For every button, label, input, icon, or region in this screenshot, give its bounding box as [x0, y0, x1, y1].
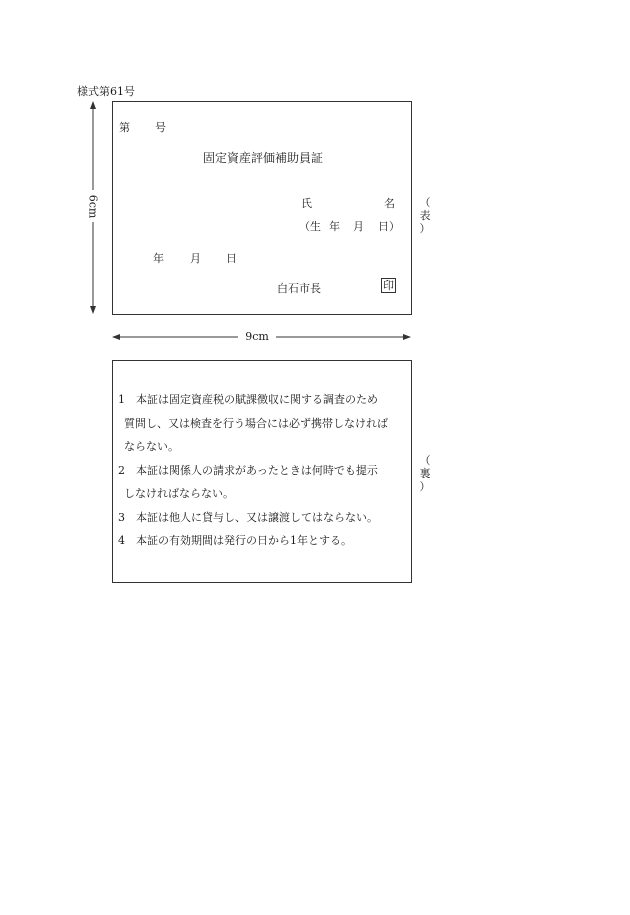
- issue-day: 日: [226, 252, 237, 265]
- note-text: しなければならない。: [124, 487, 234, 500]
- birth-open: （生: [299, 220, 321, 233]
- note-number: 1: [118, 393, 125, 406]
- number-suffix: 号: [155, 121, 166, 134]
- note-item-1-continued: [124, 415, 388, 431]
- note-number: 4: [118, 534, 125, 547]
- issuer-name: 白石市長: [277, 282, 321, 295]
- height-dimension-label: 6cm: [86, 194, 100, 219]
- front-side-label: （ 表 ）: [419, 196, 431, 235]
- issue-month: 月: [190, 252, 201, 265]
- seal-mark: [381, 278, 396, 293]
- note-text: 本証は他人に貸与し、又は譲渡してはならない。: [136, 510, 378, 524]
- note-number: 2: [118, 463, 125, 477]
- issue-year: 年: [153, 252, 164, 265]
- name-label-right: 名: [384, 197, 395, 210]
- note-number: 3: [118, 510, 125, 524]
- name-label-left: 氏: [301, 197, 312, 210]
- note-text: 本証の有効期間は発行の日から1年とする。: [136, 534, 352, 547]
- note-text: 本証は固定資産税の賦課徴収に関する調査のため: [136, 393, 378, 406]
- width-dimension-label: 9cm: [245, 330, 269, 343]
- seal-label: 印: [383, 279, 394, 292]
- note-text: 本証は関係人の請求があったときは何時でも提示: [136, 463, 378, 477]
- note-item-2: [118, 462, 378, 478]
- birth-day: 日）: [378, 220, 400, 233]
- card-front: [112, 101, 412, 315]
- note-item-1: [118, 391, 378, 407]
- back-side-label: （ 裏 ）: [419, 454, 431, 493]
- note-item-2-continued: [124, 485, 234, 501]
- note-text: 質問し、又は検査を行う場合には必ず携帯しなければ: [124, 416, 388, 430]
- note-item-3: [118, 509, 378, 525]
- note-item-1-continued: [124, 438, 179, 454]
- birth-month: 月: [353, 220, 364, 233]
- number-prefix: 第: [119, 121, 130, 134]
- note-text: ならない。: [124, 440, 179, 453]
- form-number: 様式第61号: [77, 85, 135, 98]
- note-item-4: [118, 532, 352, 548]
- birth-year: 年: [329, 220, 340, 233]
- card-title: 固定資産評価補助員証: [203, 151, 324, 165]
